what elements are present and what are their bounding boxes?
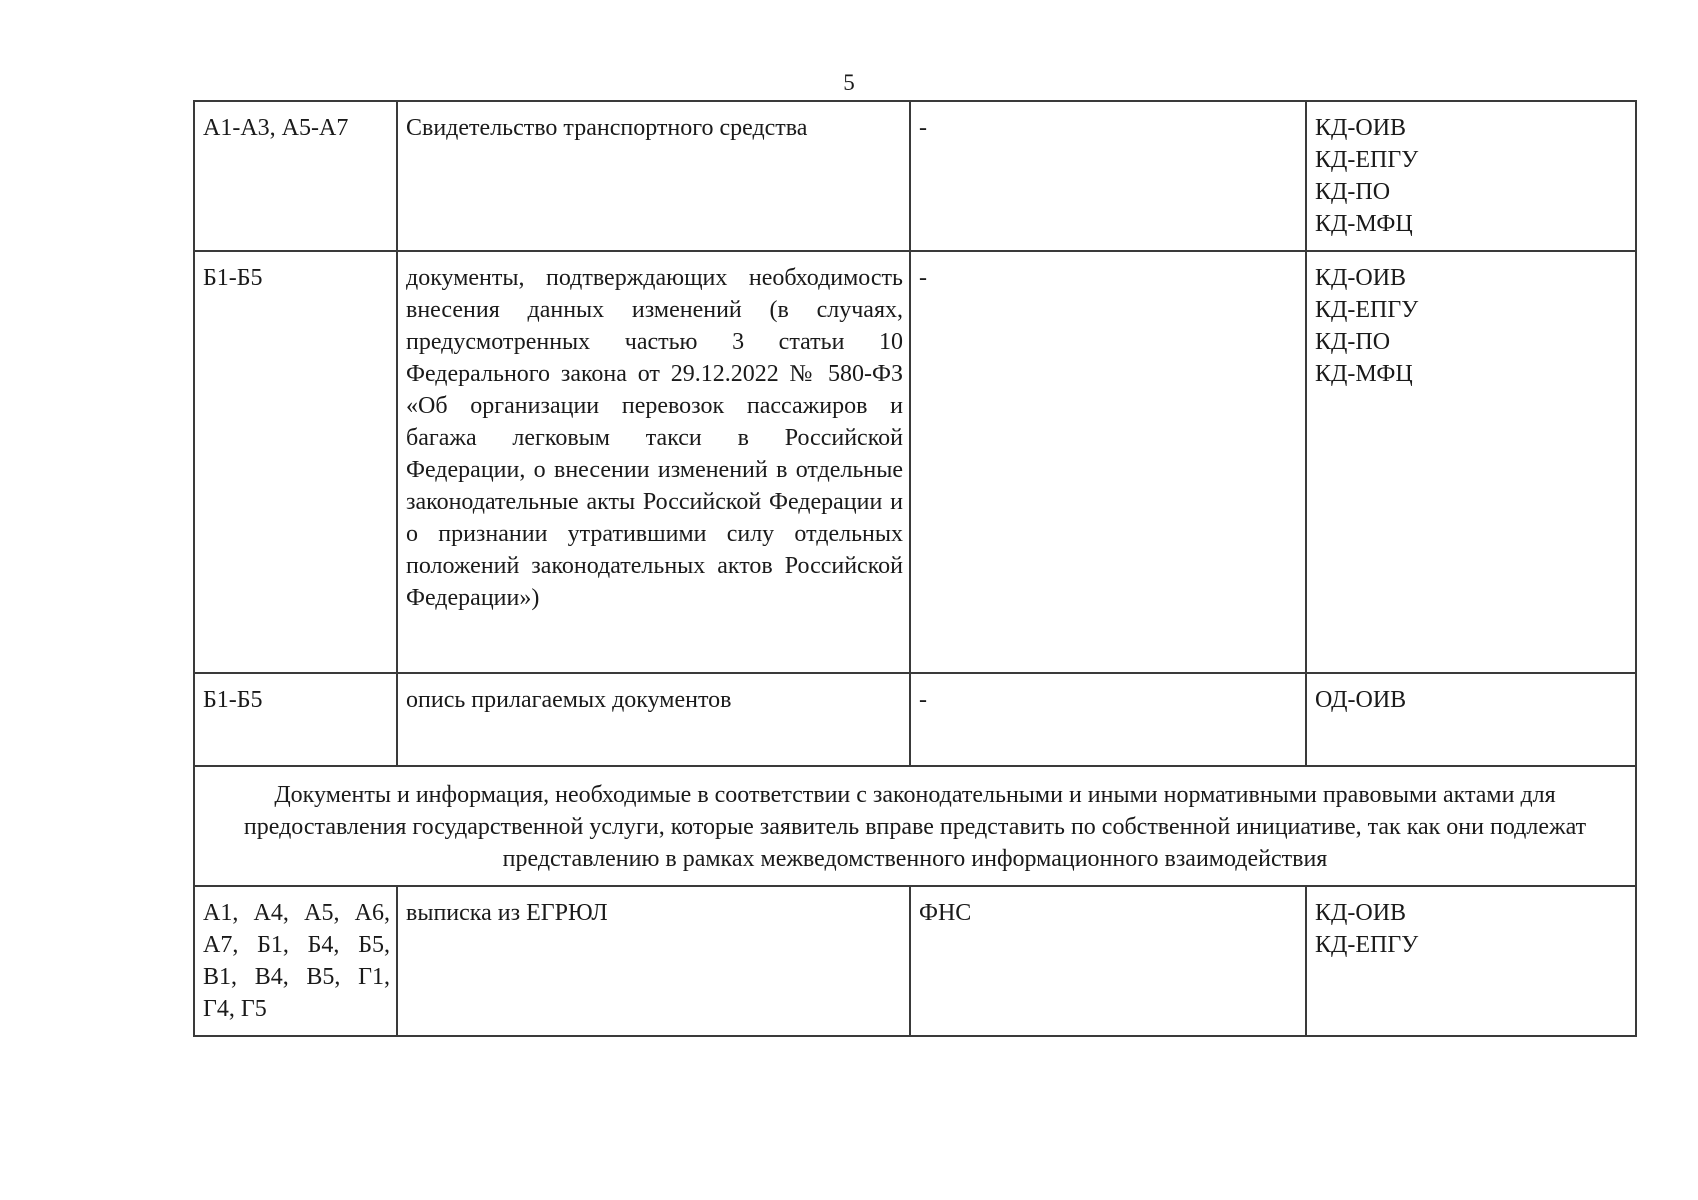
source-cell: -	[910, 251, 1306, 673]
table-row	[194, 886, 1636, 1036]
source-cell: -	[910, 101, 1306, 251]
submission-form-item: ОД-ОИВ	[1315, 687, 1407, 713]
submission-form-item: КД-ЕПГУ	[1315, 932, 1419, 958]
section-header: Документы и информация, необходимые в соответствии с законодательными и иными нормативными правовыми актами для предоставления государственной услуги, которые заявитель вправе представить по собственной инициативе, так как они подлежат представлению в рамках межведомственного информационного взаимодействия	[194, 766, 1636, 886]
submission-form-item: КД-ПО	[1315, 329, 1391, 355]
table-row	[194, 251, 1636, 673]
page-number: 5	[843, 70, 855, 95]
source-cell: -	[910, 673, 1306, 766]
source-cell: ФНС	[910, 886, 1306, 1036]
submission-form-cell	[1306, 101, 1636, 251]
submission-form-item: КД-ОИВ	[1315, 115, 1407, 141]
document-name-cell: Свидетельство транспортного средства	[397, 101, 910, 251]
submission-form-item: КД-ОИВ	[1315, 265, 1407, 291]
submission-form-item: КД-ПО	[1315, 179, 1391, 205]
document-name-cell: документы, подтверждающих необходимость внесения данных изменений (в случаях, предусмотренных частью 3 статьи 10 Федерального закона от 29.12.2022 № 580-ФЗ «Об организации перевозок пассажиров и багажа легковым такси в Российской Федерации, о внесении изменений в отдельные законодательные акты Российской Федерации и о признании утратившими силу отдельных положений законодательных актов Российской Федерации»)	[397, 251, 910, 673]
submission-form-cell	[1306, 673, 1636, 766]
document-name-cell: опись прилагаемых документов	[397, 673, 910, 766]
applicant-codes-cell: Б1-Б5	[194, 673, 397, 766]
submission-form-cell	[1306, 251, 1636, 673]
submission-form-item: КД-ЕПГУ	[1315, 297, 1419, 323]
table-row	[194, 673, 1636, 766]
submission-form-item: КД-ЕПГУ	[1315, 147, 1419, 173]
applicant-codes-cell: Б1-Б5	[194, 251, 397, 673]
section-header-row	[194, 766, 1636, 886]
applicant-codes-cell: А1, А4, А5, А6, А7, Б1, Б4, Б5, В1, В4, В5, Г1, Г4, Г5	[194, 886, 397, 1036]
documents-table	[193, 100, 1637, 1037]
submission-form-item: КД-ОИВ	[1315, 900, 1407, 926]
applicant-codes-cell: А1-А3, А5-А7	[194, 101, 397, 251]
table-row	[194, 101, 1636, 251]
submission-form-cell	[1306, 886, 1636, 1036]
document-name-cell: выписка из ЕГРЮЛ	[397, 886, 910, 1036]
submission-form-item: КД-МФЦ	[1315, 361, 1413, 387]
submission-form-item: КД-МФЦ	[1315, 211, 1413, 237]
